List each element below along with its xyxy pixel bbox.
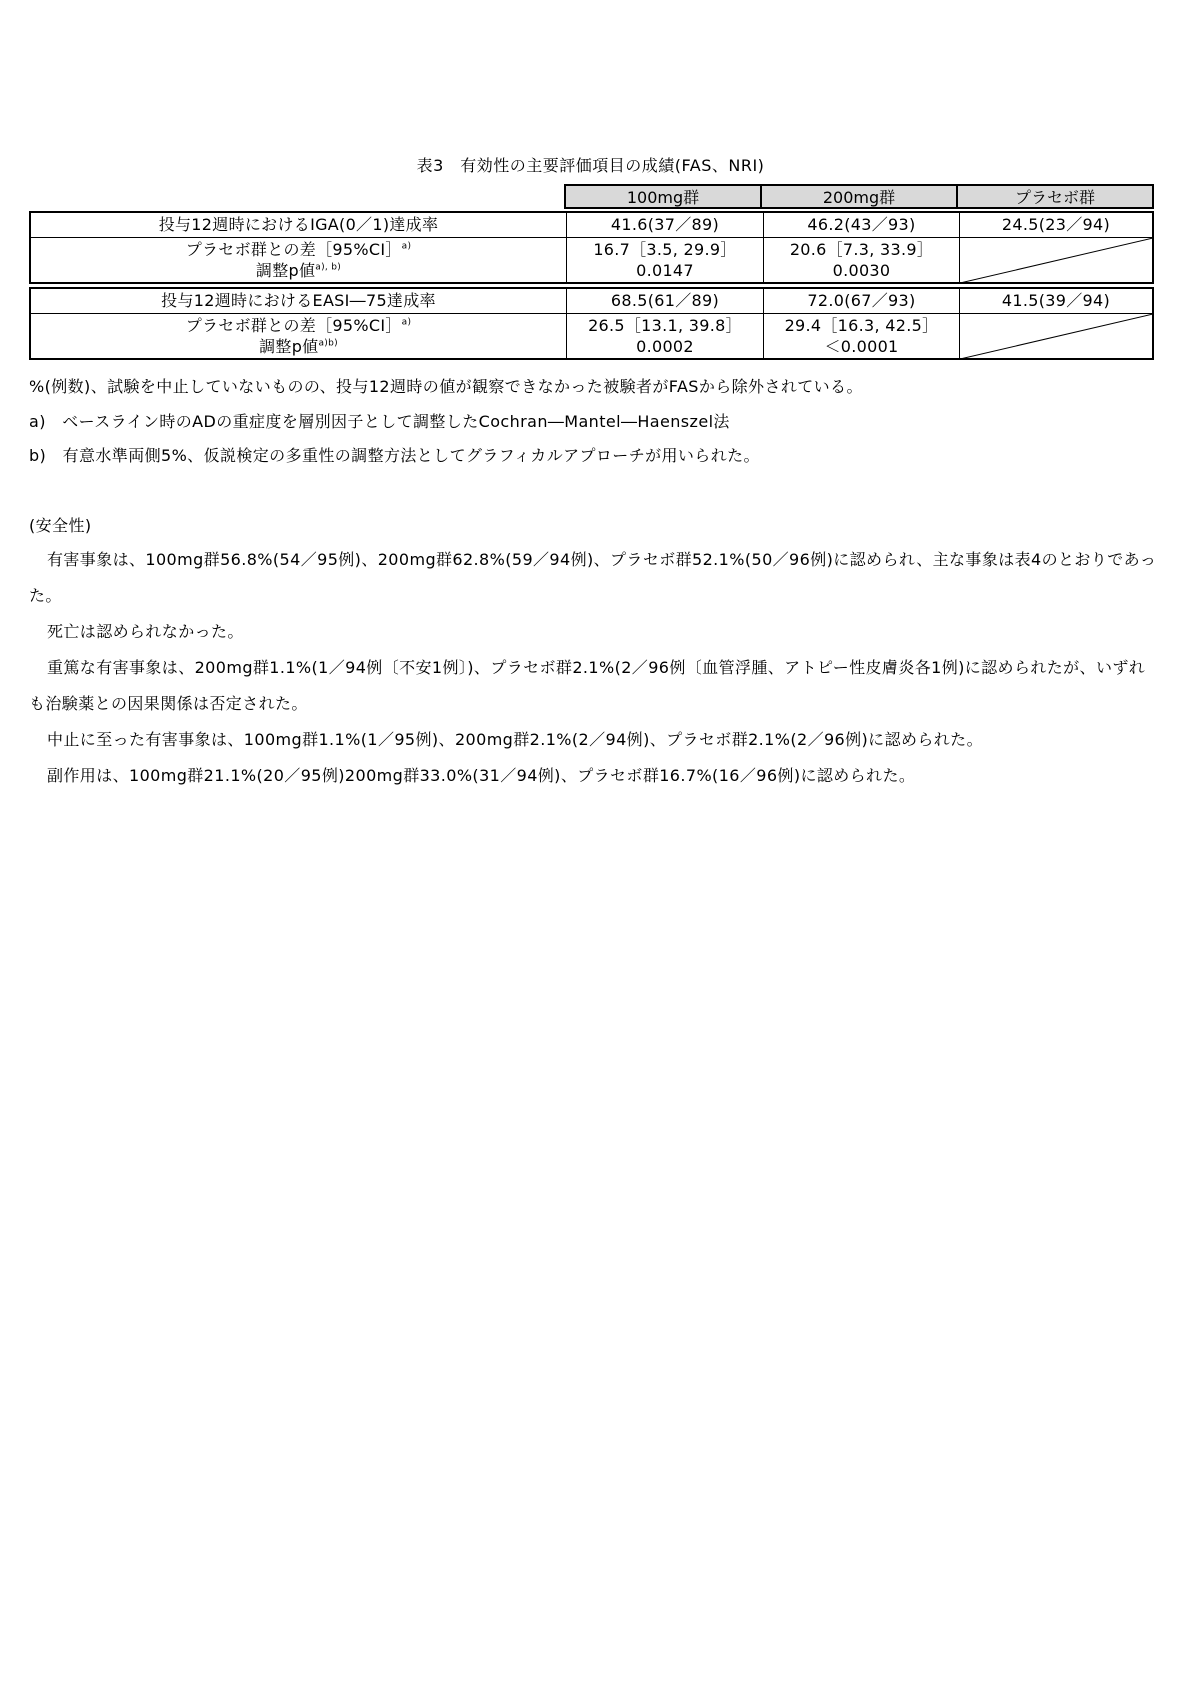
section-heading-safety: (安全性): [29, 516, 92, 535]
cell-pvalue: 0.0147: [636, 261, 694, 280]
row-label: 投与12週時におけるIGA(0／1)達成率: [158, 215, 439, 234]
header-100mg: 100mg群: [564, 184, 762, 209]
safety-paragraph-discontinuation: 中止に至った有害事象は、100mg群1.1%(1／95例)、200mg群2.1%(2／94例)、プラセボ群2.1%(2／96例)に認められた。: [47, 730, 983, 749]
header-200mg: 200mg群: [760, 184, 958, 209]
safety-paragraph-side-effects: 副作用は、100mg群21.1%(20／95例)200mg群33.0%(31／94例)、プラセボ群16.7%(16／96例)に認められた。: [47, 766, 916, 785]
cell-pvalue: 0.0002: [636, 337, 694, 356]
cell-value: [566, 238, 763, 282]
label-diff: プラセボ群との差［95%CI］: [185, 240, 402, 259]
safety-paragraph-adverse-events: 有害事象は、100mg群56.8%(54／95例)、200mg群62.8%(59／94例)、プラセボ群52.1%(50／96例)に認められ、主な事象は表4のとおりであった。: [29, 550, 1157, 605]
label-pvalue: 調整p値: [259, 337, 319, 356]
row-label: [31, 238, 566, 282]
table-row: [31, 313, 1152, 358]
table-block-iga: [29, 211, 1154, 284]
label-pvalue: 調整p値: [255, 261, 316, 280]
cell-ci: 20.6［7.3, 33.9］: [789, 240, 934, 259]
table-row: [31, 213, 1152, 237]
table-row: [31, 237, 1152, 282]
cell-value: [763, 314, 959, 358]
cell-ci: 16.7［3.5, 29.9］: [593, 240, 737, 259]
table-note-percent: %(例数)、試験を中止していないものの、投与12週時の値が観察できなかった被験者がFASから除外されている。: [29, 377, 863, 396]
row-label: 投与12週時におけるEASI―75達成率: [161, 291, 436, 310]
table-block-easi: [29, 287, 1154, 360]
cell-ci: 26.5［13.1, 39.8］: [588, 316, 742, 335]
footnote-ref: a), b): [315, 262, 342, 273]
safety-paragraph-deaths: 死亡は認められなかった。: [47, 622, 244, 641]
diagonal-line: [960, 314, 1153, 359]
footnote-ref: a): [401, 241, 412, 252]
cell-value: 72.0(67／93): [763, 289, 959, 313]
diagonal-line: [960, 238, 1153, 283]
header-placebo: プラセボ群: [956, 184, 1154, 209]
row-label: [31, 314, 566, 358]
cell-value: 46.2(43／93): [763, 213, 959, 237]
cell-value: 41.6(37／89): [566, 213, 763, 237]
table-caption: 表3 有効性の主要評価項目の成績(FAS、NRI): [416, 156, 765, 175]
cell-pvalue: 0.0030: [832, 261, 891, 280]
cell-value: 24.5(23／94): [959, 213, 1152, 237]
cell-empty-diagonal: [959, 314, 1152, 358]
cell-empty-diagonal: [959, 238, 1152, 282]
footnote-ref: a): [401, 317, 412, 328]
cell-value: 68.5(61／89): [566, 289, 763, 313]
cell-pvalue: ＜0.0001: [824, 337, 899, 356]
cell-ci: 29.4［16.3, 42.5］: [784, 316, 939, 335]
footnote-ref: a)b): [318, 338, 338, 349]
cell-value: 41.5(39／94): [959, 289, 1152, 313]
cell-value: [566, 314, 763, 358]
table-row: [31, 289, 1152, 313]
safety-paragraph-serious-events: 重篤な有害事象は、200mg群1.1%(1／94例〔不安1例〕)、プラセボ群2.1%(2／96例〔血管浮腫、アトピー性皮膚炎各1例)に認められたが、いずれも治験薬との因果関係は否定された。: [29, 658, 1146, 713]
cell-value: [763, 238, 959, 282]
label-diff: プラセボ群との差［95%CI］: [185, 316, 402, 335]
footnote-a: a) ベースライン時のADの重症度を層別因子として調整したCochran―Mantel―Haenszel法: [29, 412, 730, 431]
footnote-b: b) 有意水準両側5%、仮説検定の多重性の調整方法としてグラフィカルアプローチが用いられた。: [29, 446, 760, 465]
